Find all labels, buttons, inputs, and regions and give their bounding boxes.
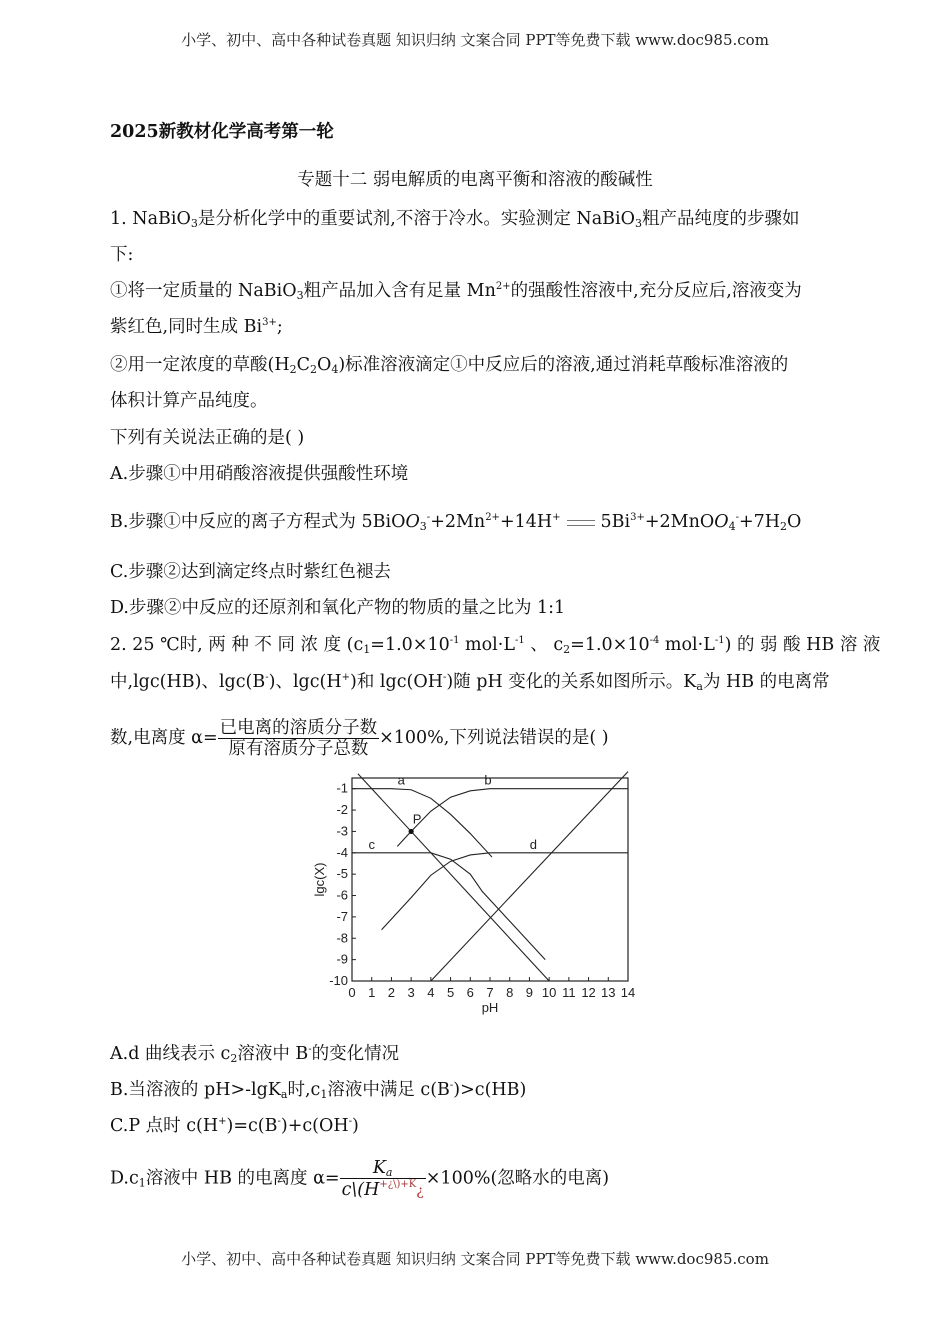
point-p-marker [409,829,414,834]
q2-stem-line2: 中,lgc(HB)、lgc(B-)、lgc(H+)和 lgc(OH-)随 pH 变化的关系如图所示。$K_a$为 HB 的电离常 [110,672,830,693]
y-tick-label: -1 [336,780,348,796]
series-line-b [397,789,628,847]
ionization-degree-fraction: $\frac{\text{已电离的溶质分子数}}{\text{原有溶质分子总数}}$ [219,718,378,760]
x-tick-label: 14 [620,985,636,1000]
curve-label-b: b [484,772,492,788]
q2-stem-line3: 数,电离度 α= $\frac{\text{已电离的溶质分子数}}{\text{原有溶质分子总数}}$ ×100%,下列说法错误的是( ) [110,718,609,760]
q1-step2-line1: ②用一定浓度的草酸$(H_2C_2O_4)$标准溶液滴定①中反应后的溶液,通过消耗草酸标准溶液的 [110,355,789,376]
x-tick-label: 2 [387,985,396,1000]
page-header: 小学、初中、高中各种试卷真题 知识归纳 文案合同 PPT等免费下载 www.doc985.com [181,31,769,49]
y-tick-label: -8 [336,930,348,946]
q2-option-c: C.P 点时 c(H+)=c(B-)+c(OH-) [110,1116,359,1136]
page-footer: 小学、初中、高中各种试卷真题 知识归纳 文案合同 PPT等免费下载 www.doc985.com [181,1250,769,1268]
x-tick-label: 1 [368,985,376,1000]
series-line-c [352,853,545,960]
x-tick-label: 0 [348,985,356,1000]
document-title: 2025新教材化学高考第一轮 [110,122,334,142]
x-axis-label: pH [481,1000,499,1015]
y-tick-label: -3 [336,823,348,839]
lgc-ph-chart [310,770,650,1020]
y-tick-label: -5 [336,866,348,882]
q2-option-b: B.当溶液的 pH>-lgK$_a$时$,c_1$溶液中满足 c(B-)>c(HB) [110,1080,527,1101]
x-tick-label: 12 [581,985,596,1000]
q1-stem-line2: 下: [110,245,134,265]
x-tick-label: 5 [446,985,455,1000]
y-tick-label: -10 [329,973,348,988]
q1-option-d: D.步骤②中反应的还原剂和氧化产物的物质的量之比为 1:1 [110,598,566,618]
y-tick-label: -4 [336,844,348,860]
curve-label-c: c [368,836,375,852]
x-tick-label: 11 [562,985,576,1000]
y-tick-label: -6 [336,887,348,903]
x-tick-label: 9 [525,985,534,1000]
q2-stem-line1: 2. 25 ℃时, 两 种 不 同 浓 度 ($c_1=1.0\times 10^{-1}$ $mol\cdot L^{-1}$ 、 $c_2=1.0\times 10^{-4}$ $mol\cdot L^{-1}$) 的 弱 酸 HB 溶 液 [110,635,881,656]
x-tick-label: 6 [466,985,474,1000]
q1-option-a: A.步骤①中用硝酸溶液提供强酸性环境 [110,464,409,484]
q2-option-d: $D.c_1$溶液中 HB 的电离度 α= $\frac{K_a}{c\backslash(H^{+¿\backslash)+K}¿}$ ×100%(忽略水的电离) [110,1158,610,1201]
x-tick-label: 8 [506,985,514,1000]
curve-label-d: d [529,836,537,852]
y-tick-label: -2 [336,802,348,818]
section-title: 专题十二 弱电解质的电离平衡和溶液的酸碱性 [297,170,653,190]
plot-frame [352,778,628,981]
q1-option-c: C.步骤②达到滴定终点时紫红色褪去 [110,562,391,582]
series-line-d [382,853,628,930]
q1-step2-line2: 体积计算产品纯度。 [110,391,268,411]
q2-option-a: A.d 曲线表示 $c_2$溶液中 B-的变化情况 [110,1044,400,1065]
x-tick-label: 3 [407,985,415,1000]
x-tick-label: 13 [601,985,616,1000]
y-tick-label: -9 [336,951,348,967]
equilibrium-sign [567,520,595,526]
series-line-lgcoh [431,772,628,981]
y-tick-label: -7 [336,908,348,924]
y-axis-label: lgc(X) [312,862,327,897]
curve-label-a: a [397,772,405,788]
q1-step1-line2: 紫红色,同时生成 $Bi^{3+}$; [110,317,283,337]
series-line-lgch [358,774,549,981]
q1-step1-line1: ①将一定质量的 NaBiO$_3$粗产品加入含有足量 $Mn^{2+}$的强酸性溶液中,充分反应后,溶液变为 [110,281,802,302]
option-d-fraction: $\frac{K_a}{c\backslash(H^{+¿\backslash)+K}¿}$ [341,1158,424,1201]
q1-stem-line1: 1. NaBiO$_3$是分析化学中的重要试剂,不溶于冷水。实验测定 NaBiO$_3$粗产品纯度的步骤如 [110,209,800,230]
q1-question: 下列有关说法正确的是( ) [110,428,305,448]
x-tick-label: 7 [486,985,494,1000]
x-tick-label: 4 [427,985,435,1000]
q1-option-b: B.步骤①中反应的离子方程式为 $5BiOO_3^-+2Mn^{2+}+14H^+$ $5Bi^{3+}+2MnOO_4^-+7H_2O$ [110,512,802,533]
x-tick-label: 10 [541,985,557,1000]
curve-label-p: P [412,811,422,827]
